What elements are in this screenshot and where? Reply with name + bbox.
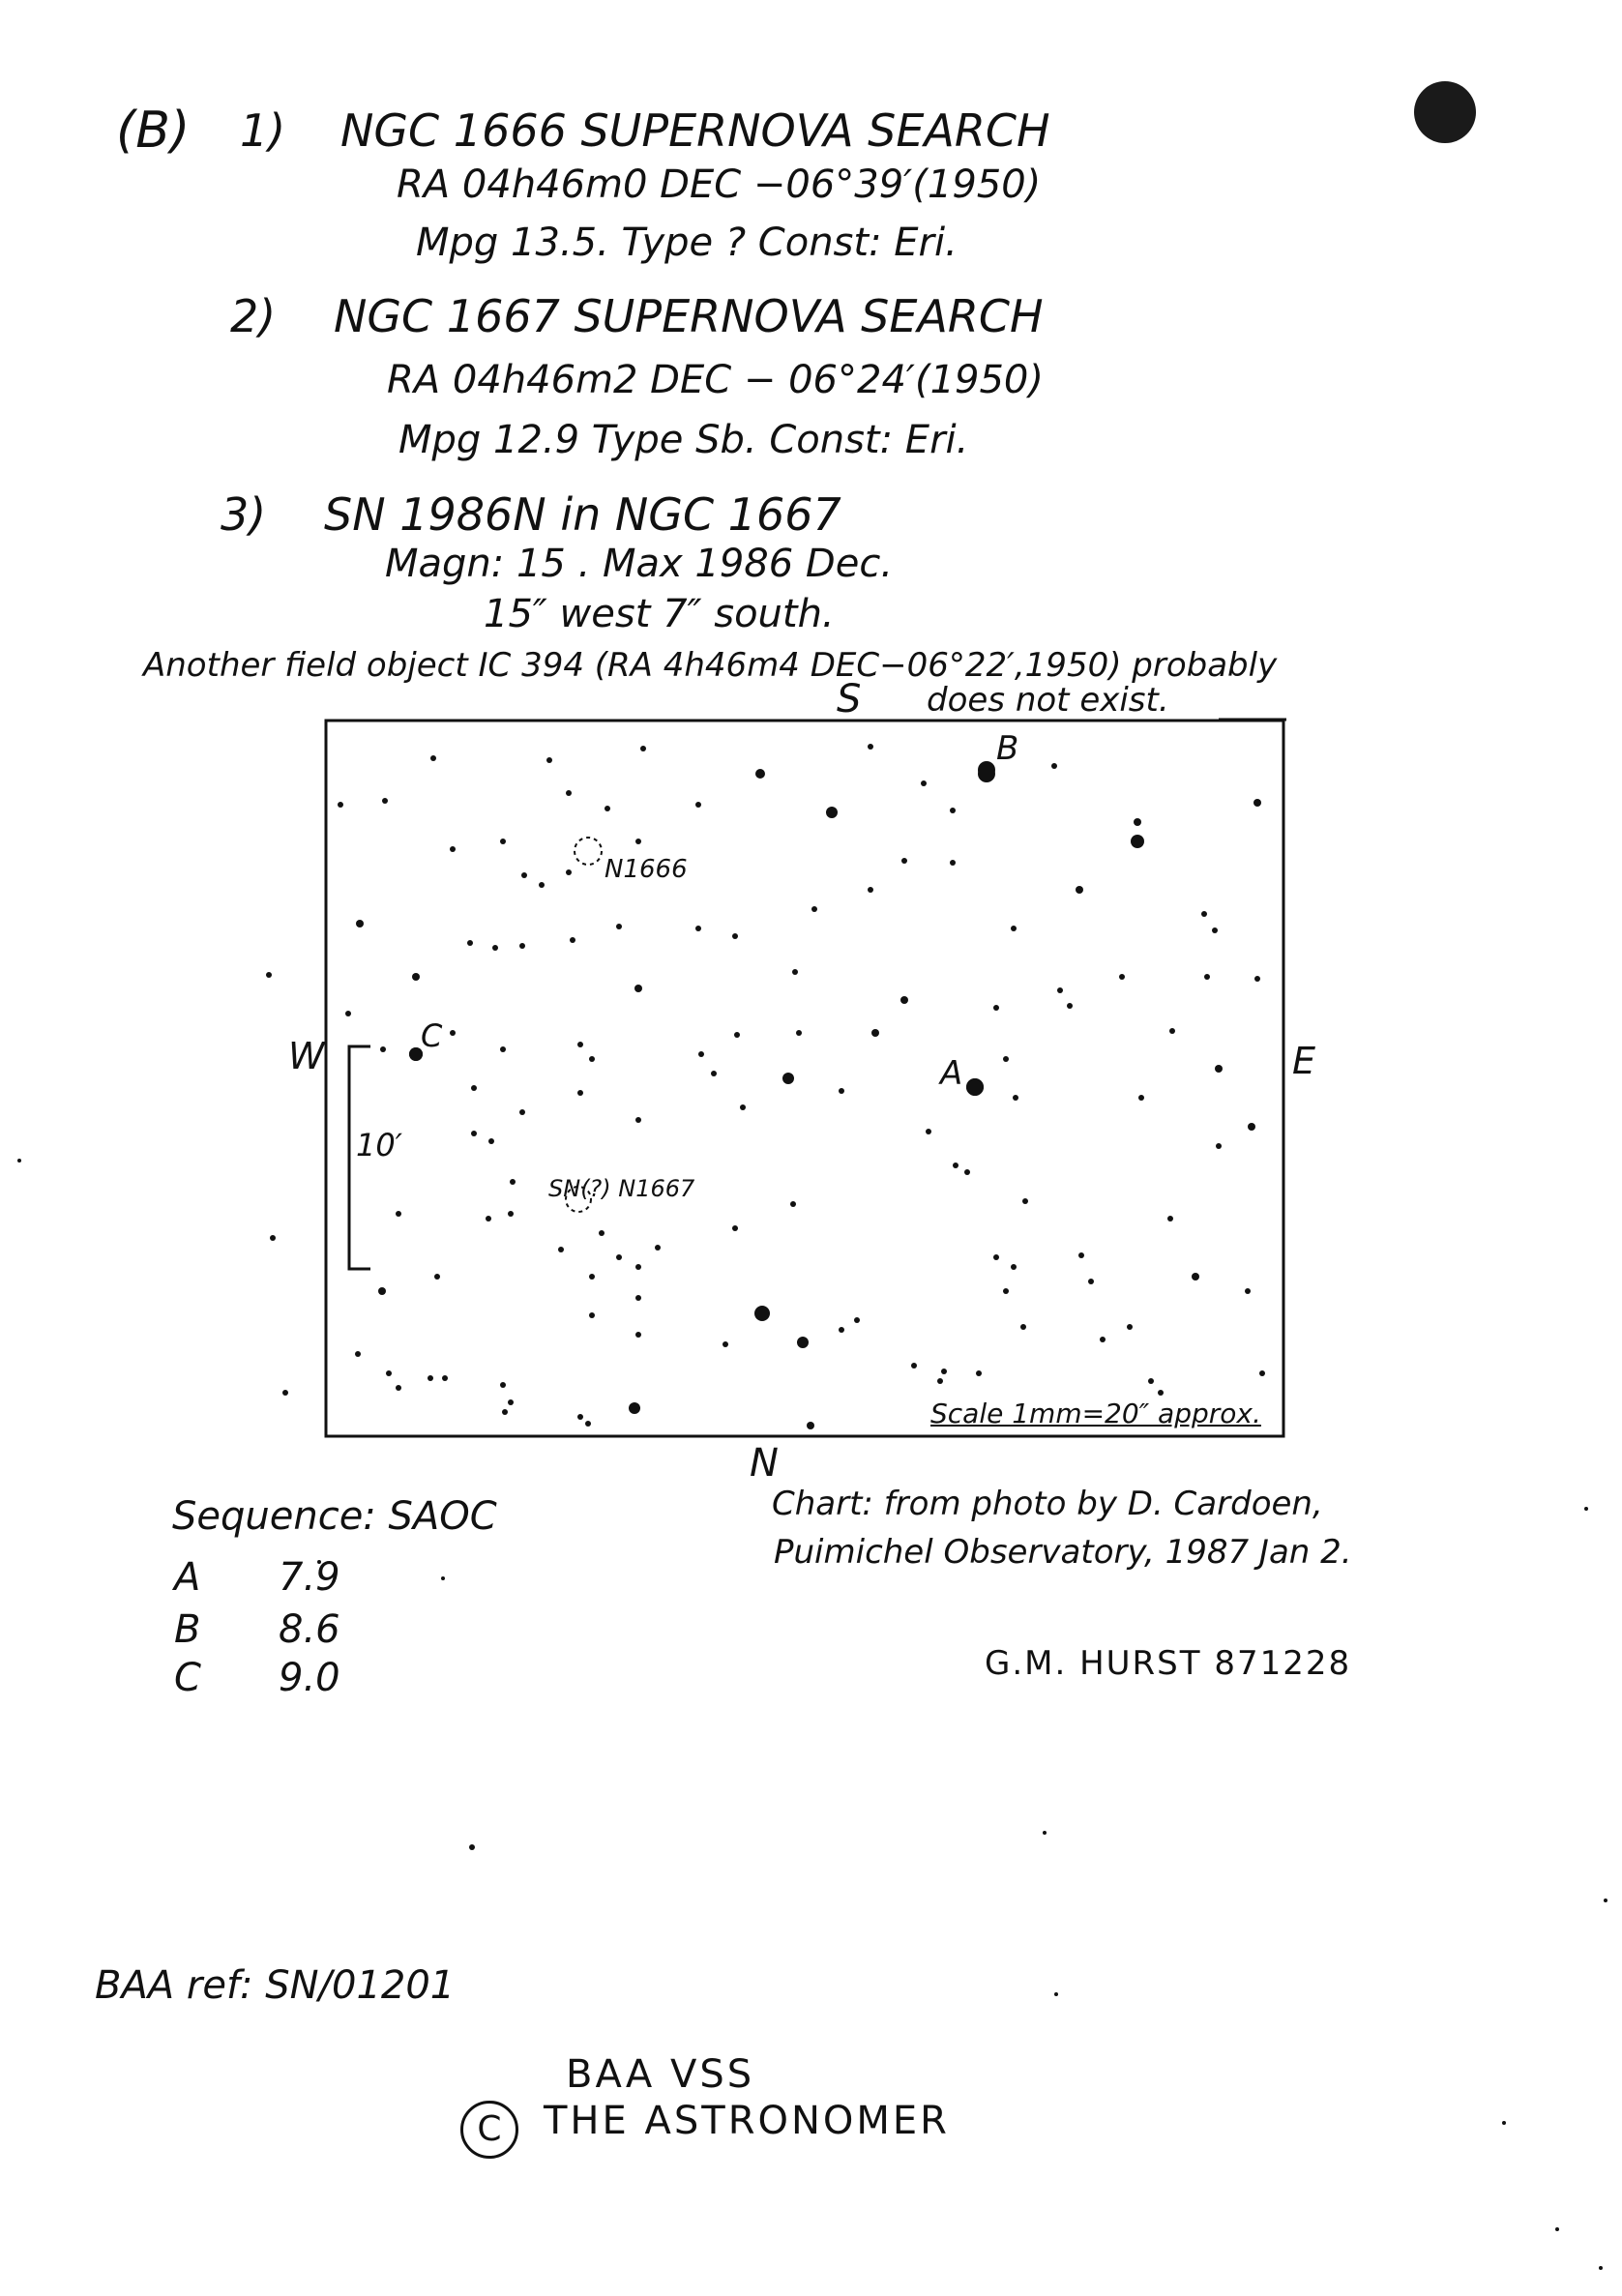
field-star xyxy=(782,1073,794,1084)
field-star xyxy=(508,1399,514,1405)
field-star xyxy=(993,1254,999,1260)
field-star xyxy=(629,1402,640,1414)
field-star xyxy=(792,969,798,975)
field-star xyxy=(558,1247,564,1252)
field-star xyxy=(17,1159,21,1163)
field-star xyxy=(796,1030,802,1036)
field-star xyxy=(1057,987,1063,993)
field-star xyxy=(1254,976,1260,982)
field-star xyxy=(396,1385,401,1391)
field-star xyxy=(519,1109,525,1115)
field-star xyxy=(871,1029,879,1037)
field-star xyxy=(471,1085,477,1091)
sequence-star-b-name: B xyxy=(174,1607,201,1652)
chart-credit-line1: Chart: from photo by D. Cardoen, xyxy=(772,1485,1323,1523)
field-star xyxy=(1043,1831,1047,1835)
field-star xyxy=(976,1370,982,1376)
sequence-star-b-mag: 8.6 xyxy=(279,1607,340,1652)
field-star xyxy=(570,937,575,943)
field-star xyxy=(270,1235,276,1241)
field-star xyxy=(1216,1143,1222,1149)
field-star xyxy=(577,1414,583,1420)
field-star xyxy=(338,802,343,808)
field-star xyxy=(1067,1003,1073,1009)
copyright-symbol: C xyxy=(477,2109,502,2149)
field-star xyxy=(926,1129,931,1134)
field-star xyxy=(1131,835,1144,848)
field-star xyxy=(1584,1507,1588,1511)
item-1-info: Mpg 13.5. Type ? Const: Eri. xyxy=(416,221,958,265)
field-star xyxy=(386,1370,392,1376)
field-star xyxy=(1201,911,1207,917)
field-star xyxy=(732,1225,738,1231)
item-1-coords: RA 04h46m0 DEC −06°39′(1950) xyxy=(397,162,1042,207)
field-star xyxy=(1167,1216,1173,1222)
author-signature: G.M. HURST 871228 xyxy=(985,1644,1352,1683)
field-star xyxy=(1011,926,1017,931)
field-note-line1: Another field object IC 394 (RA 4h46m4 DEC−06°22′,1950) probably xyxy=(143,646,1278,685)
field-star xyxy=(450,846,456,852)
field-star xyxy=(378,1287,386,1295)
sequence-star-c-mag: 9.0 xyxy=(279,1656,340,1700)
field-star xyxy=(1204,974,1210,980)
field-star xyxy=(577,1090,583,1096)
item-2-info: Mpg 12.9 Type Sb. Const: Eri. xyxy=(398,418,969,462)
field-star xyxy=(566,869,572,875)
field-star xyxy=(355,1351,361,1357)
field-star xyxy=(1051,763,1057,769)
sequence-star-c-name: C xyxy=(174,1656,201,1700)
field-star xyxy=(510,1179,516,1185)
item-3-title: SN 1986N in NGC 1667 xyxy=(324,488,841,541)
field-star xyxy=(1020,1324,1026,1330)
field-star xyxy=(807,1422,814,1429)
field-star xyxy=(1138,1095,1144,1101)
field-star xyxy=(655,1245,661,1251)
field-star xyxy=(811,906,817,912)
field-star xyxy=(695,926,701,931)
item-2-title: NGC 1667 SUPERNOVA SEARCH xyxy=(334,290,1044,342)
field-star xyxy=(469,1844,475,1850)
comparison-star-b-label: B xyxy=(996,729,1019,768)
field-star xyxy=(1003,1056,1009,1062)
field-star xyxy=(266,972,272,978)
field-star xyxy=(345,1011,351,1016)
field-star xyxy=(740,1104,746,1110)
field-star xyxy=(839,1088,844,1094)
field-star xyxy=(546,757,552,763)
field-star xyxy=(434,1274,440,1280)
item-1-title: NGC 1666 SUPERNOVA SEARCH xyxy=(340,104,1050,157)
field-star xyxy=(486,1216,491,1222)
item-3-number: 3) xyxy=(221,488,267,541)
field-star xyxy=(616,1254,622,1260)
footer-the-astronomer: THE ASTRONOMER xyxy=(544,2099,950,2143)
field-star xyxy=(754,1306,770,1321)
comparison-star-a-dot xyxy=(966,1078,984,1096)
field-star xyxy=(430,755,436,761)
field-star xyxy=(1599,2266,1603,2270)
field-star xyxy=(790,1201,796,1207)
field-star xyxy=(993,1005,999,1011)
field-star xyxy=(1100,1337,1106,1342)
field-star xyxy=(640,746,646,751)
item-3-magn: Magn: 15 . Max 1986 Dec. xyxy=(385,542,894,586)
field-star xyxy=(488,1138,494,1144)
field-star xyxy=(589,1056,595,1062)
field-star xyxy=(519,943,525,949)
item-2-coords: RA 04h46m2 DEC − 06°24′(1950) xyxy=(387,358,1044,402)
field-star xyxy=(566,790,572,796)
direction-south: S xyxy=(837,677,862,721)
field-star xyxy=(599,1230,605,1236)
sequence-title: Sequence: SAOC xyxy=(172,1494,497,1539)
field-star xyxy=(755,769,765,779)
field-star xyxy=(723,1341,728,1347)
field-star xyxy=(577,1042,583,1047)
label-n1666: N1666 xyxy=(605,855,688,884)
field-star xyxy=(911,1363,917,1369)
field-star xyxy=(921,780,927,786)
scale-note: Scale 1mm=20″ approx. xyxy=(930,1398,1261,1429)
field-star xyxy=(1078,1252,1084,1258)
field-star xyxy=(868,887,873,893)
footer-baa-vss: BAA VSS xyxy=(566,2052,755,2097)
field-star xyxy=(826,807,838,818)
chart-credit-line2: Puimichel Observatory, 1987 Jan 2. xyxy=(774,1533,1352,1572)
field-star xyxy=(428,1375,433,1381)
copyright-circle xyxy=(460,2101,518,2159)
field-star xyxy=(589,1274,595,1280)
field-star xyxy=(635,1332,641,1338)
field-star xyxy=(950,808,956,813)
field-star xyxy=(450,1030,456,1036)
field-star xyxy=(1003,1288,1009,1294)
direction-east: E xyxy=(1292,1040,1316,1082)
field-star xyxy=(492,945,498,951)
item-1-number: 1) xyxy=(240,104,286,157)
label-sn-n1667: SN(?) N1667 xyxy=(548,1175,695,1202)
field-star xyxy=(616,924,622,929)
field-star xyxy=(1192,1273,1199,1280)
field-star xyxy=(900,996,908,1004)
field-star xyxy=(839,1327,844,1333)
field-star xyxy=(539,882,545,888)
field-star xyxy=(868,744,873,750)
field-note-line2: does not exist. xyxy=(927,681,1169,720)
field-star xyxy=(695,802,701,808)
item-3-offset: 15″ west 7″ south. xyxy=(484,592,835,636)
field-star xyxy=(442,1375,448,1381)
field-star xyxy=(901,858,907,864)
field-star xyxy=(500,839,506,844)
field-star xyxy=(589,1312,595,1318)
field-star xyxy=(1013,1095,1018,1101)
direction-west: W xyxy=(288,1035,325,1077)
field-star xyxy=(1158,1390,1164,1396)
field-star xyxy=(964,1169,970,1175)
field-star xyxy=(605,806,610,811)
field-star xyxy=(1011,1264,1017,1270)
field-star xyxy=(1127,1324,1133,1330)
baa-reference: BAA ref: SN/01201 xyxy=(95,1963,456,2008)
field-star xyxy=(502,1409,508,1415)
field-star xyxy=(1169,1028,1175,1034)
field-star xyxy=(412,973,420,981)
field-star xyxy=(1076,886,1083,894)
scale-bracket-label: 10′ xyxy=(356,1127,402,1163)
field-star xyxy=(1134,818,1141,826)
sequence-star-a-name: A xyxy=(174,1555,201,1600)
field-star xyxy=(500,1046,506,1052)
field-star xyxy=(854,1317,860,1323)
field-star xyxy=(1119,974,1125,980)
comparison-star-c-label: C xyxy=(421,1017,443,1054)
field-star xyxy=(467,940,473,946)
field-star xyxy=(380,1046,386,1052)
comparison-star-b-dot xyxy=(978,765,995,782)
field-star xyxy=(635,839,641,844)
field-star xyxy=(508,1211,514,1217)
sequence-star-a-mag: 7.9 xyxy=(279,1555,340,1600)
field-star xyxy=(732,933,738,939)
item-2-number: 2) xyxy=(230,290,277,342)
comparison-star-a-label: A xyxy=(940,1054,963,1093)
field-star xyxy=(1215,1065,1223,1073)
field-star xyxy=(1248,1123,1255,1131)
field-star xyxy=(950,860,956,866)
field-star xyxy=(1555,2227,1559,2231)
field-star xyxy=(634,985,642,992)
field-star xyxy=(1212,927,1218,933)
field-star xyxy=(500,1382,506,1388)
field-star xyxy=(441,1576,445,1580)
field-star xyxy=(635,1295,641,1301)
n1666-galaxy-marker xyxy=(575,838,602,865)
field-star xyxy=(356,920,364,927)
field-star xyxy=(1259,1370,1265,1376)
field-star xyxy=(471,1131,477,1136)
field-star xyxy=(1502,2121,1506,2125)
field-star xyxy=(953,1163,958,1168)
field-star xyxy=(1022,1198,1028,1204)
field-star xyxy=(941,1369,947,1374)
field-star xyxy=(1253,799,1261,807)
field-star xyxy=(635,1117,641,1123)
field-star xyxy=(1604,1899,1607,1902)
field-star xyxy=(382,798,388,804)
field-star xyxy=(521,872,527,878)
field-star xyxy=(698,1051,704,1057)
field-star xyxy=(396,1211,401,1217)
field-star xyxy=(1054,1992,1058,1996)
field-star xyxy=(797,1337,809,1348)
direction-north: N xyxy=(750,1441,779,1486)
chart-frame xyxy=(326,721,1283,1436)
field-star xyxy=(937,1378,943,1384)
field-star xyxy=(1148,1378,1154,1384)
field-star xyxy=(734,1032,740,1038)
field-star xyxy=(1088,1279,1094,1284)
field-star xyxy=(585,1421,591,1427)
field-star xyxy=(711,1071,717,1076)
section-label: (B) xyxy=(116,102,191,160)
field-star xyxy=(1245,1288,1251,1294)
field-star xyxy=(282,1390,288,1396)
field-star xyxy=(635,1264,641,1270)
